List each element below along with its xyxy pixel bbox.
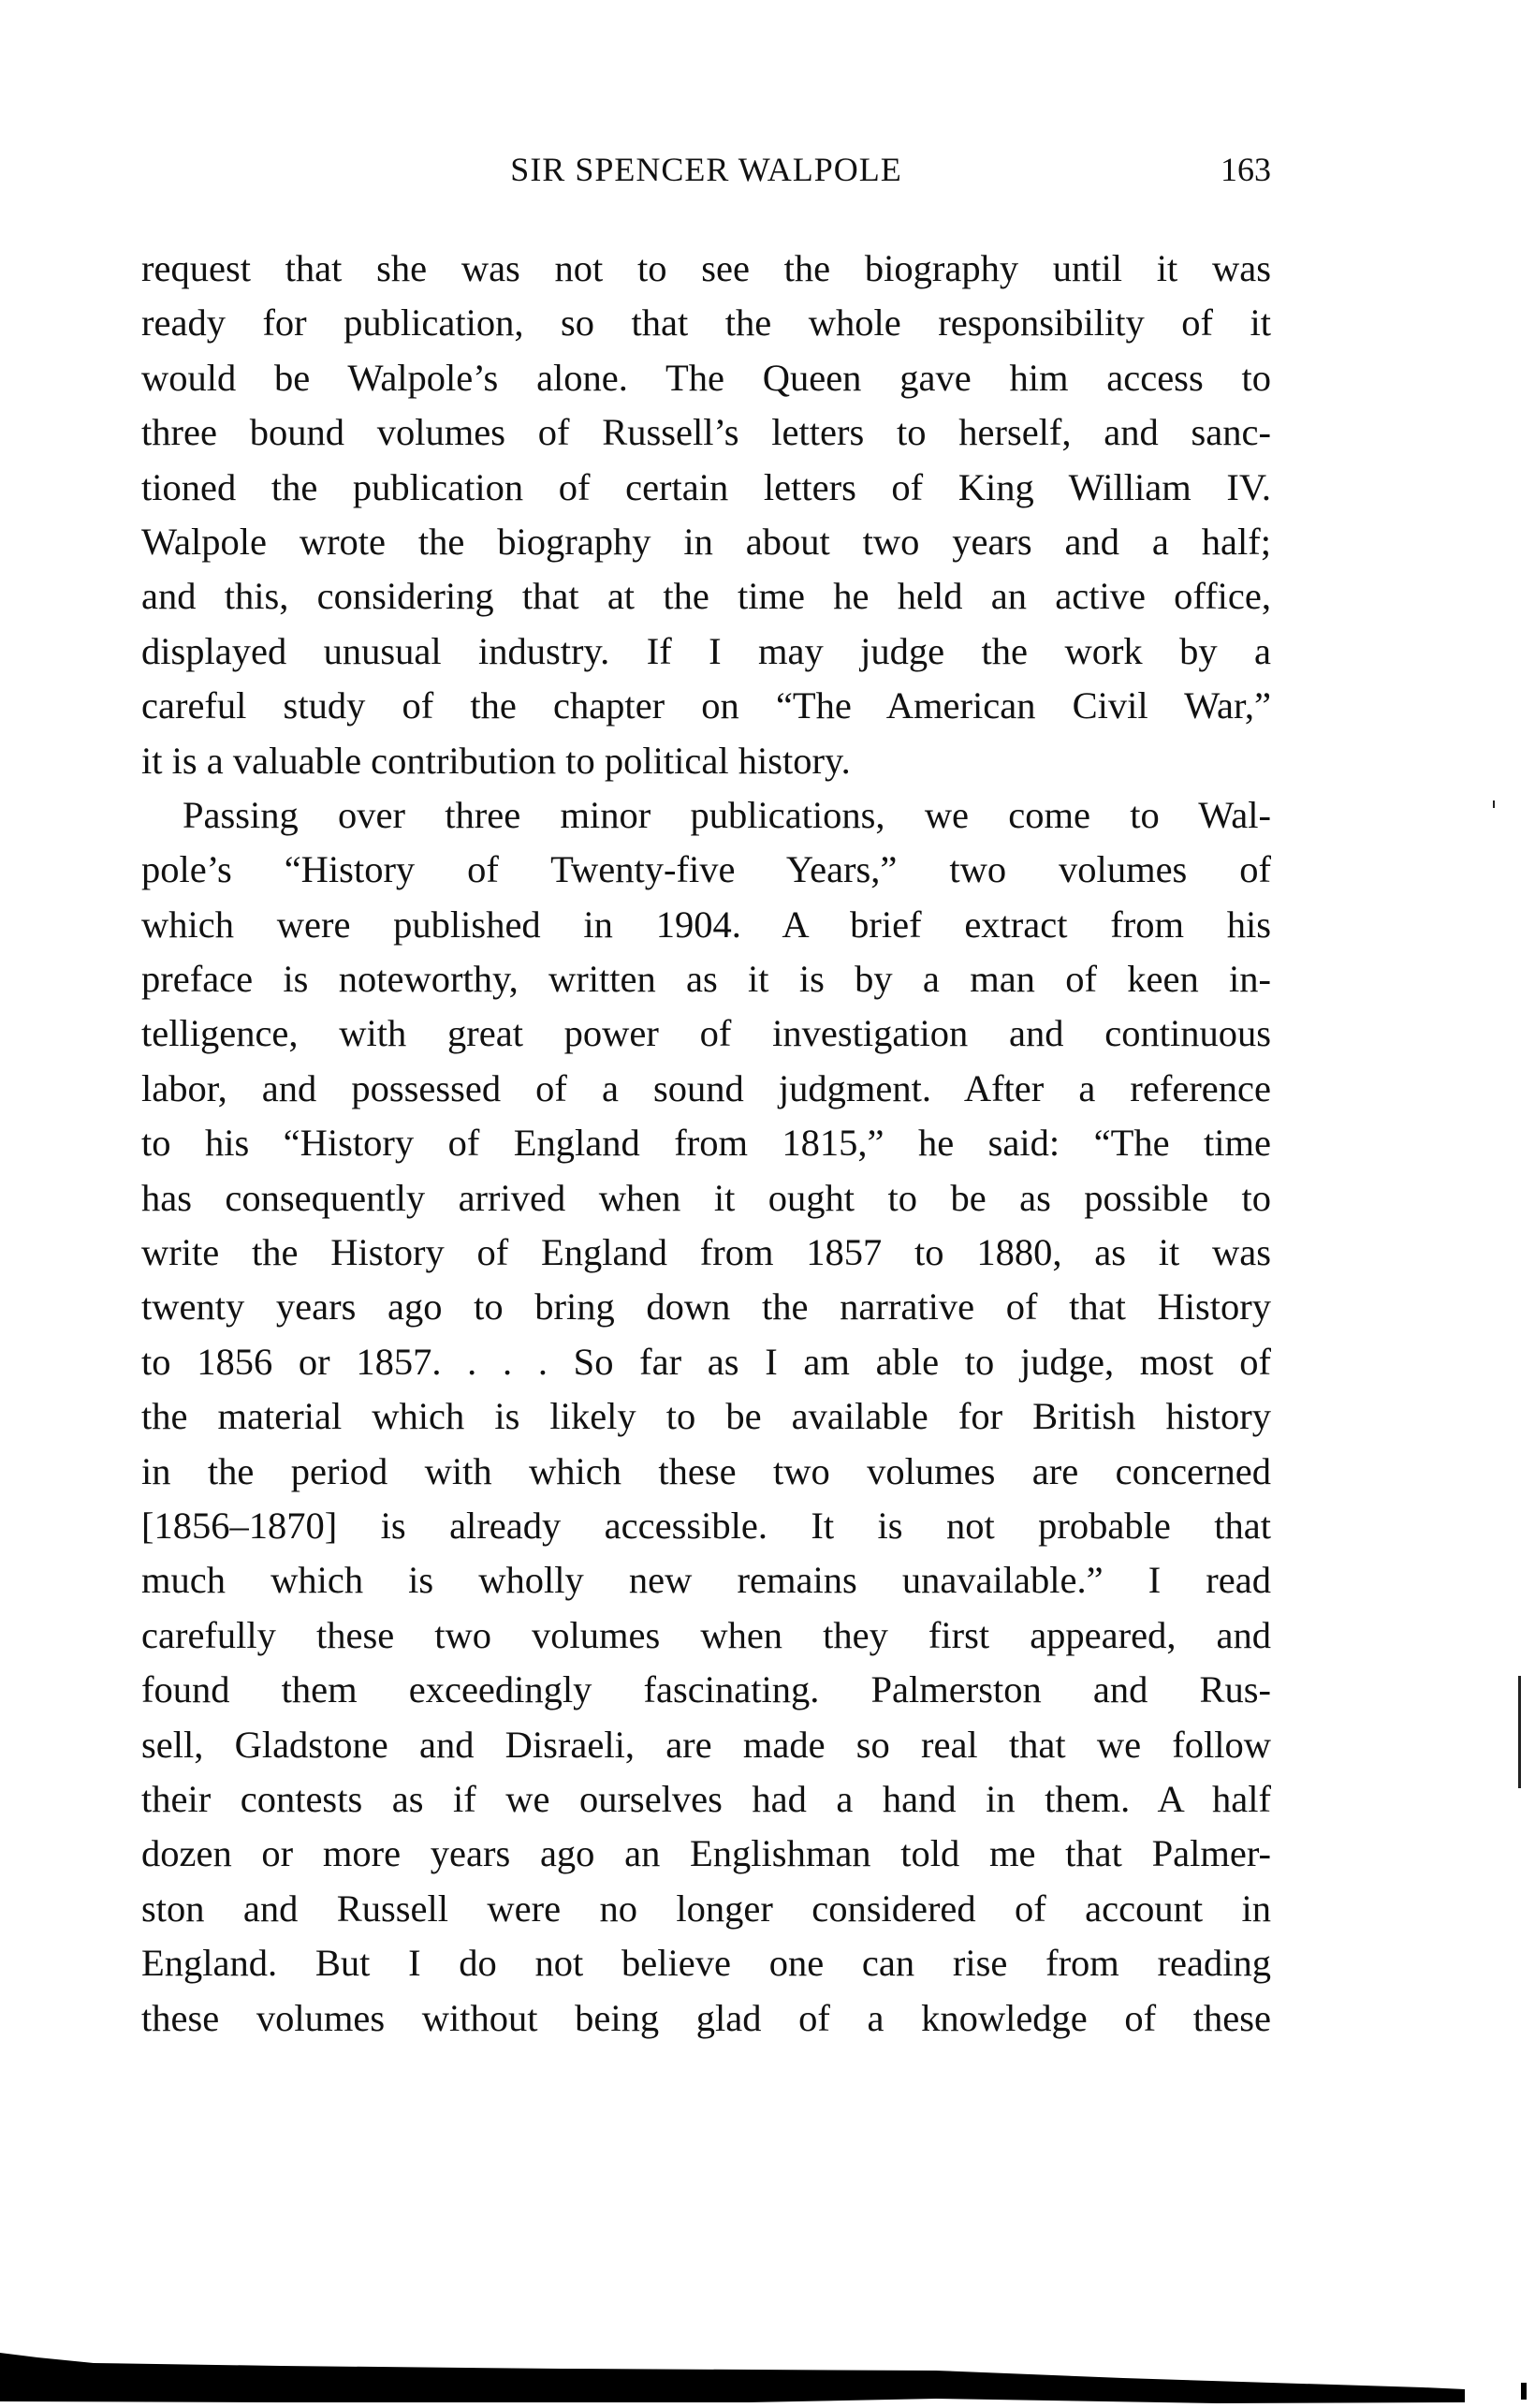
text-line: Walpole wrote the biography in about two years and a half; bbox=[141, 520, 1271, 563]
text-line: telligence, with great power of investigation and continuous bbox=[141, 1012, 1271, 1055]
text-line: has consequently arrived when it ought to be as possible to bbox=[141, 1176, 1271, 1219]
text-line: displayed unusual industry. If I may judge the work by a bbox=[141, 629, 1271, 672]
text-line: labor, and possessed of a sound judgment. After a reference bbox=[141, 1066, 1271, 1109]
text-line: England. But I do not believe one can rise from reading bbox=[141, 1942, 1271, 1985]
body-text bbox=[141, 242, 1271, 2046]
scan-edge-shadow bbox=[0, 2350, 1535, 2408]
text-line: much which is wholly new remains unavailable.” I read bbox=[141, 1559, 1271, 1602]
text-line: the material which is likely to be available for British history bbox=[141, 1395, 1271, 1438]
text-line: write the History of England from 1857 to 1880, as it was bbox=[141, 1231, 1271, 1274]
text-line: three bound volumes of Russell’s letters to herself, and sanc- bbox=[141, 411, 1271, 454]
text-line: preface is noteworthy, written as it is by a man of keen in- bbox=[141, 958, 1271, 1001]
text-line: found them exceedingly fascinating. Palmerston and Rus- bbox=[141, 1668, 1271, 1711]
scan-mark bbox=[1493, 800, 1495, 808]
text-line: careful study of the chapter on “The American Civil War,” bbox=[141, 684, 1271, 727]
text-line: dozen or more years ago an Englishman told me that Palmer- bbox=[141, 1832, 1271, 1875]
text-line: to 1856 or 1857. . . . So far as I am able to judge, most of bbox=[141, 1340, 1271, 1383]
text-line: it is a valuable contribution to political history. bbox=[141, 739, 851, 782]
scan-mark bbox=[1518, 1676, 1521, 1788]
text-line: to his “History of England from 1815,” he said: “The time bbox=[141, 1122, 1271, 1165]
text-line: ready for publication, so that the whole responsibility of it bbox=[141, 301, 1271, 345]
running-title: SIR SPENCER WALPOLE bbox=[510, 151, 902, 188]
text-line: ston and Russell were no longer considered of account in bbox=[141, 1887, 1271, 1930]
text-line: twenty years ago to bring down the narrative of that History bbox=[141, 1285, 1271, 1329]
paragraph bbox=[141, 788, 1271, 2046]
text-line: these volumes without being glad of a knowledge of these bbox=[141, 1996, 1271, 2039]
text-line: tioned the publication of certain letters of King William IV. bbox=[141, 465, 1271, 508]
text-line: and this, considering that at the time he held an active office, bbox=[141, 575, 1271, 618]
paragraph bbox=[141, 242, 1271, 788]
text-line: carefully these two volumes when they first appeared, and bbox=[141, 1613, 1271, 1656]
text-line: in the period with which these two volumes are concerned bbox=[141, 1449, 1271, 1492]
text-line: [1856–1870] is already accessible. It is not probable that bbox=[141, 1504, 1271, 1547]
text-line: request that she was not to see the biography until it was bbox=[141, 247, 1271, 289]
text-line: their contests as if we ourselves had a hand in them. A half bbox=[141, 1777, 1271, 1820]
text-line: which were published in 1904. A brief extract from his bbox=[141, 903, 1271, 946]
text-line: Passing over three minor publications, we come to Wal- bbox=[183, 793, 1271, 836]
page-number: 163 bbox=[1221, 151, 1271, 188]
text-line: sell, Gladstone and Disraeli, are made so real that we follow bbox=[141, 1723, 1271, 1766]
page-header bbox=[141, 150, 1271, 197]
text-line: pole’s “History of Twenty-five Years,” two volumes of bbox=[141, 848, 1271, 891]
text-line: would be Walpole’s alone. The Queen gave him access to bbox=[141, 356, 1271, 399]
